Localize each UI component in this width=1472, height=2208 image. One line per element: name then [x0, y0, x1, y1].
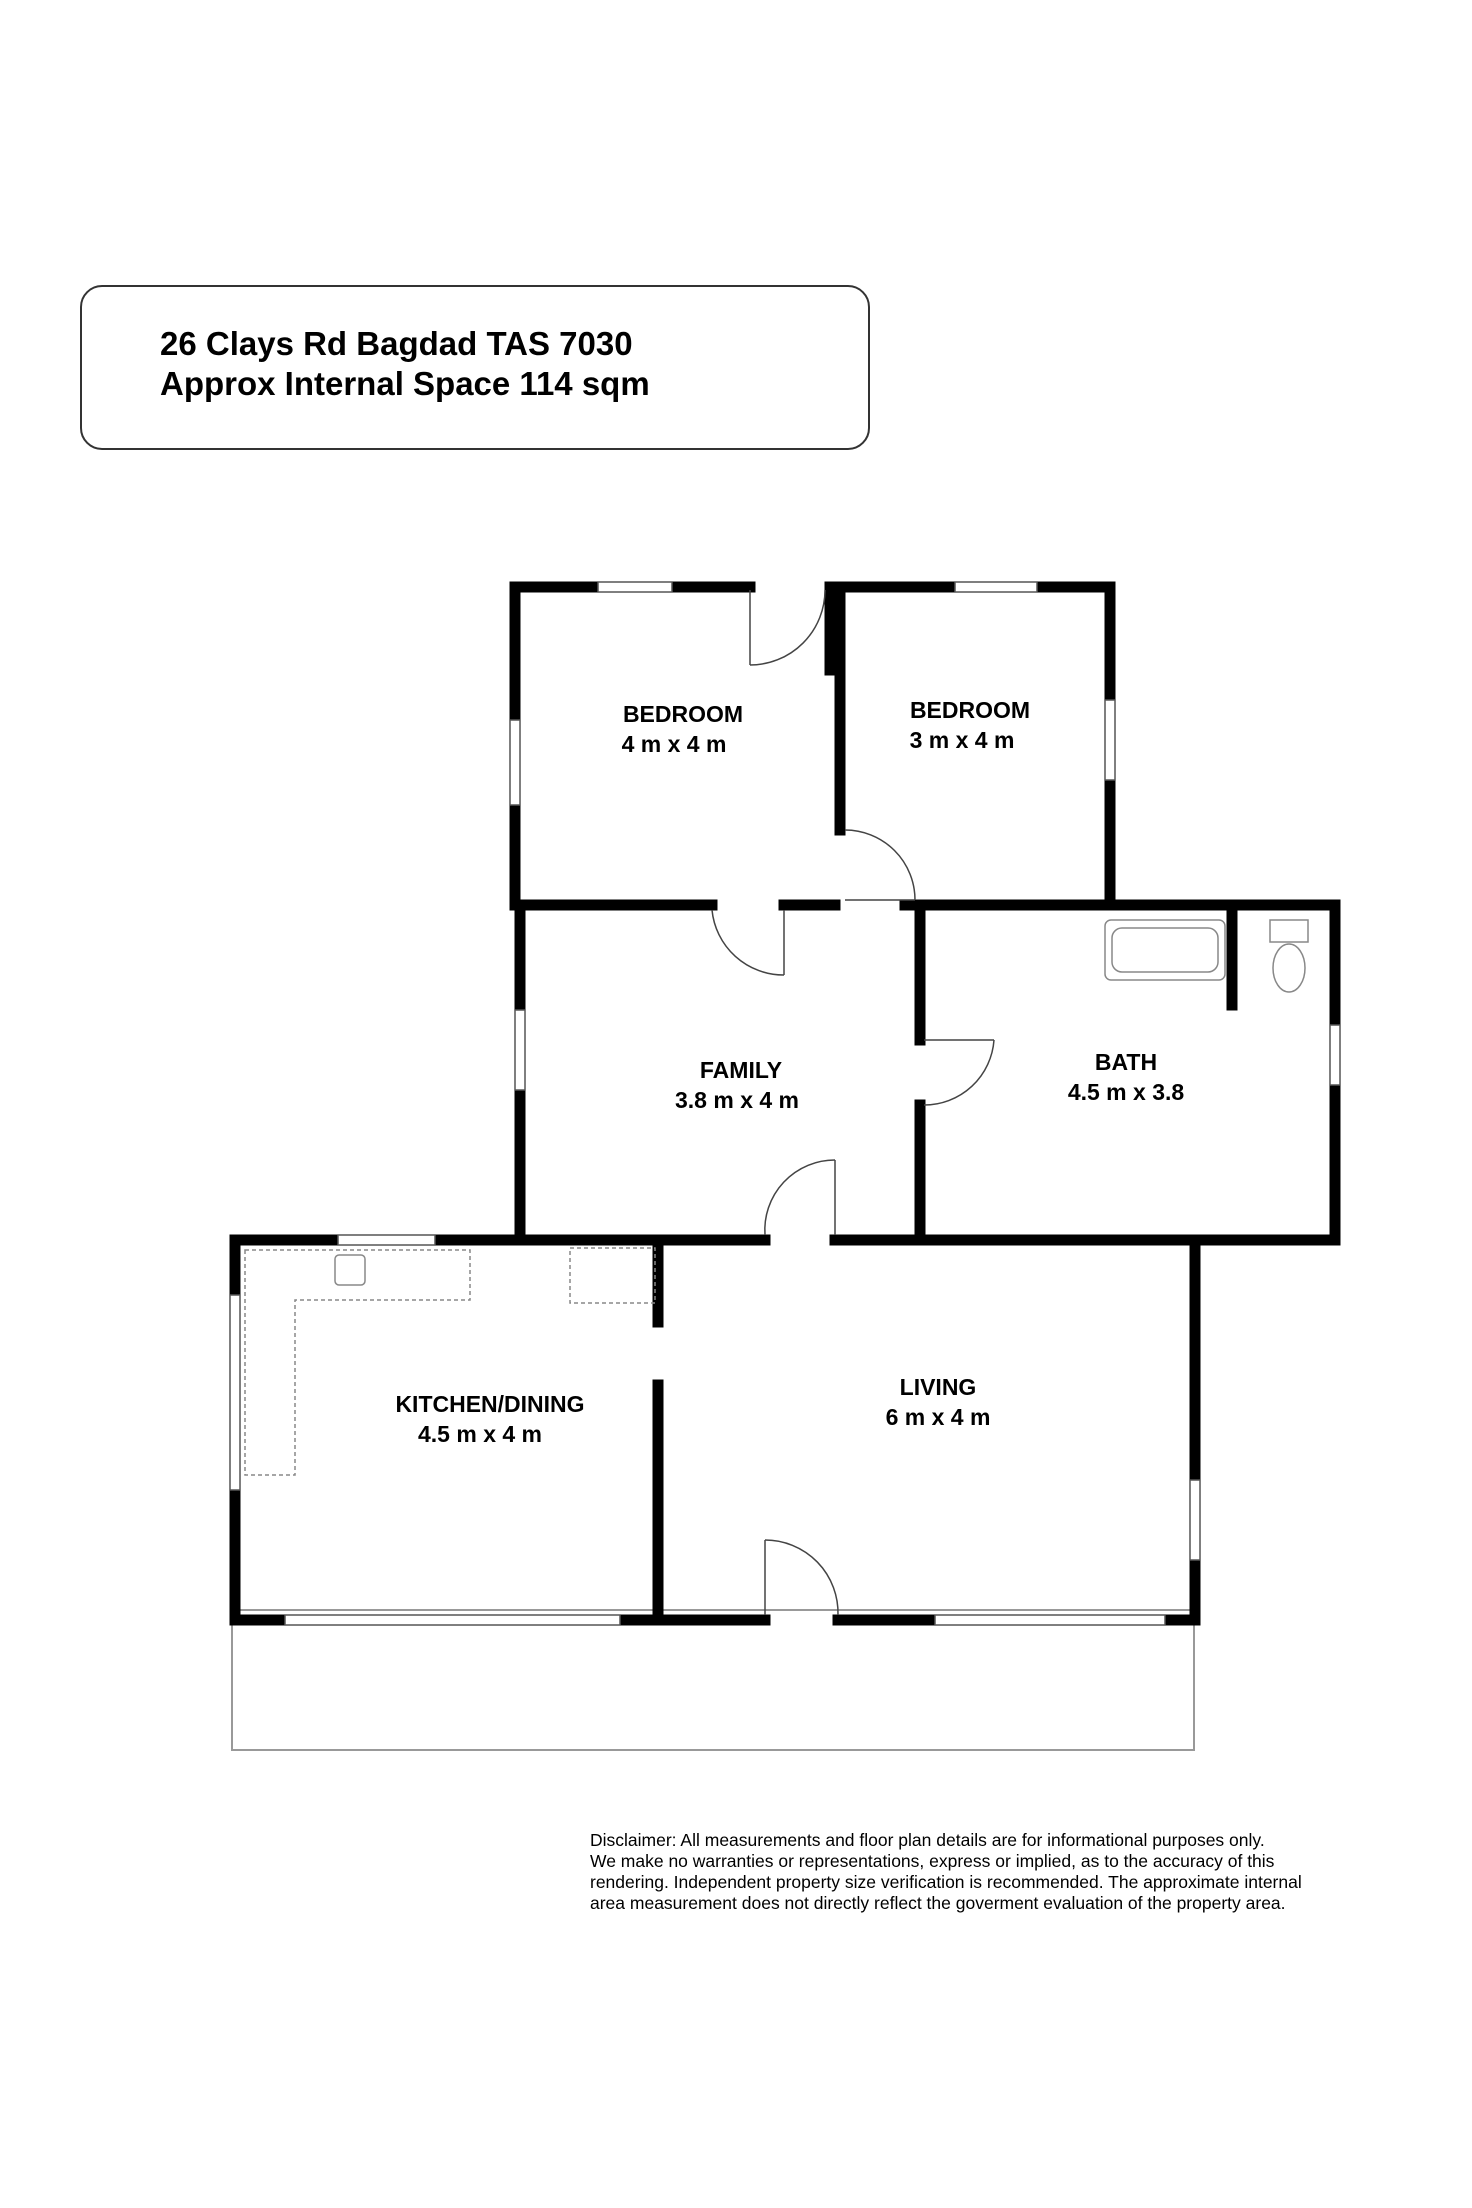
room-name-living: LIVING: [899, 1374, 977, 1400]
room-name-kitchen-dining: KITCHEN/DINING: [395, 1391, 585, 1417]
sink-icon: [335, 1255, 365, 1285]
room-name-bath: BATH: [1094, 1049, 1158, 1075]
disclaimer-line: area measurement does not directly reflect the goverment evaluation of the property area.: [590, 1893, 1286, 1913]
internal-area: Approx Internal Space 114 sqm: [160, 365, 650, 402]
disclaimer-line: rendering. Independent property size verification is recommended. The approximate internal: [590, 1872, 1302, 1892]
disclaimer: [590, 1830, 1410, 1914]
room-size-bedroom-1: 4 m x 4 m: [621, 731, 727, 757]
room-size-bedroom-2: 3 m x 4 m: [909, 727, 1015, 753]
toilet-icon: [1273, 944, 1305, 992]
verandah-outline: [232, 1610, 1194, 1750]
disclaimer-line: Disclaimer: All measurements and floor plan details are for informational purposes only.: [590, 1830, 1265, 1850]
toilet-cistern-icon: [1270, 920, 1308, 942]
property-address: 26 Clays Rd Bagdad TAS 7030: [160, 325, 633, 362]
room-size-kitchen-dining: 4.5 m x 4 m: [417, 1421, 543, 1447]
bathtub-icon: [1105, 920, 1225, 980]
room-size-living: 6 m x 4 m: [885, 1404, 991, 1430]
room-name-bedroom-1: BEDROOM: [622, 701, 744, 727]
room-name-bedroom-2: BEDROOM: [909, 697, 1031, 723]
fridge-space: [570, 1248, 655, 1303]
room-size-family: 3.8 m x 4 m: [674, 1087, 800, 1113]
room-name-family: FAMILY: [699, 1057, 783, 1083]
room-size-bath: 4.5 m x 3.8: [1067, 1079, 1185, 1105]
disclaimer-line: We make no warranties or representations, express or implied, as to the accuracy of this: [590, 1851, 1275, 1871]
